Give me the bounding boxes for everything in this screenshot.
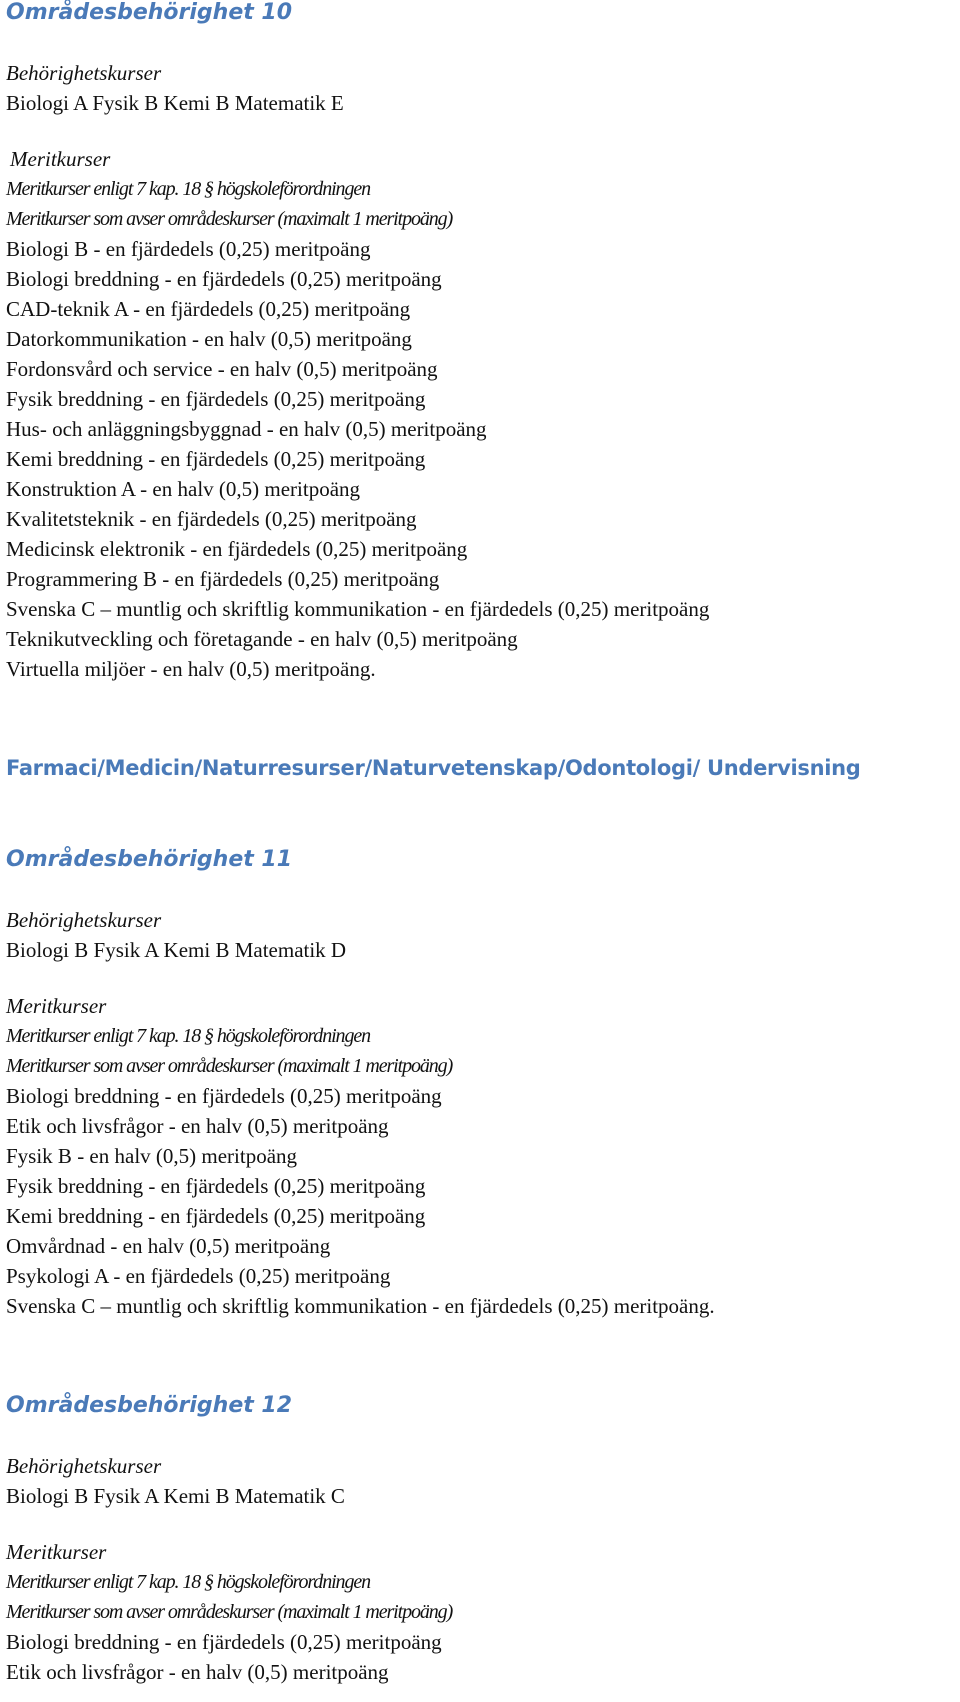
list-item: Datorkommunikation - en halv (0,5) meritpoäng: [6, 327, 412, 351]
merit-title: Meritkurser: [6, 1540, 107, 1564]
list-item: Svenska C – muntlig och skriftlig kommunikation - en fjärdedels (0,25) meritpoäng: [6, 597, 710, 621]
list-item: Biologi B - en fjärdedels (0,25) meritpoäng: [6, 237, 371, 261]
merit-list: [6, 1627, 956, 1687]
list-item: Omvårdnad - en halv (0,5) meritpoäng: [6, 1234, 331, 1258]
list-item: Svenska C – muntlig och skriftlig kommunikation - en fjärdedels (0,25) meritpoäng.: [6, 1294, 715, 1318]
list-item: Kemi breddning - en fjärdedels (0,25) meritpoäng: [6, 447, 426, 471]
list-item: Teknikutveckling och företagande - en halv (0,5) meritpoäng: [6, 627, 518, 651]
section-heading: Områdesbehörighet 10: [6, 0, 293, 25]
list-item: Fysik B - en halv (0,5) meritpoäng: [6, 1144, 298, 1168]
merit-title: Meritkurser: [6, 994, 107, 1018]
merit-area: Meritkurser som avser områdeskurser (maximalt 1 meritpoäng): [6, 1055, 453, 1077]
merit-list: [6, 234, 956, 684]
merit-rule: Meritkurser enligt 7 kap. 18 § högskoleförordningen: [6, 1025, 371, 1047]
requirements-courses: Biologi B Fysik A Kemi B Matematik C: [6, 1484, 345, 1508]
merit-rule: Meritkurser enligt 7 kap. 18 § högskoleförordningen: [6, 1571, 371, 1593]
section-heading: Områdesbehörighet 11: [6, 847, 293, 872]
section-omradesbehorighet-11: [6, 847, 956, 1321]
requirements-title: Behörighetskurser: [6, 61, 162, 85]
list-item: Fysik breddning - en fjärdedels (0,25) meritpoäng: [6, 387, 426, 411]
merit-area: Meritkurser som avser områdeskurser (maximalt 1 meritpoäng): [6, 208, 453, 230]
list-item: Virtuella miljöer - en halv (0,5) meritpoäng.: [6, 657, 376, 681]
section-omradesbehorighet-10: [6, 0, 956, 684]
merit-list: [6, 1081, 956, 1321]
requirements-courses: Biologi A Fysik B Kemi B Matematik E: [6, 91, 344, 115]
list-item: Biologi breddning - en fjärdedels (0,25) meritpoäng: [6, 1084, 442, 1108]
list-item: Kvalitetsteknik - en fjärdedels (0,25) meritpoäng: [6, 507, 417, 531]
requirements-title: Behörighetskurser: [6, 1454, 162, 1478]
list-item: Hus- och anläggningsbyggnad - en halv (0,5) meritpoäng: [6, 417, 487, 441]
category-section: [6, 755, 956, 781]
merit-area: Meritkurser som avser områdeskurser (maximalt 1 meritpoäng): [6, 1601, 453, 1623]
list-item: Etik och livsfrågor - en halv (0,5) meritpoäng: [6, 1114, 389, 1138]
list-item: Psykologi A - en fjärdedels (0,25) meritpoäng: [6, 1264, 391, 1288]
list-item: CAD-teknik A - en fjärdedels (0,25) meritpoäng: [6, 297, 411, 321]
list-item: Fysik breddning - en fjärdedels (0,25) meritpoäng: [6, 1174, 426, 1198]
merit-rule: Meritkurser enligt 7 kap. 18 § högskoleförordningen: [6, 178, 371, 200]
list-item: Fordonsvård och service - en halv (0,5) meritpoäng: [6, 357, 438, 381]
merit-title: Meritkurser: [10, 147, 111, 171]
list-item: Biologi breddning - en fjärdedels (0,25) meritpoäng: [6, 267, 442, 291]
list-item: Programmering B - en fjärdedels (0,25) meritpoäng: [6, 567, 440, 591]
section-heading: Områdesbehörighet 12: [6, 1393, 293, 1418]
requirements-title: Behörighetskurser: [6, 908, 162, 932]
list-item: Biologi breddning - en fjärdedels (0,25) meritpoäng: [6, 1630, 442, 1654]
category-heading: Farmaci/Medicin/Naturresurser/Naturvetenskap/Odontologi/ Undervisning: [6, 756, 861, 780]
list-item: Konstruktion A - en halv (0,5) meritpoäng: [6, 477, 361, 501]
list-item: Kemi breddning - en fjärdedels (0,25) meritpoäng: [6, 1204, 426, 1228]
requirements-courses: Biologi B Fysik A Kemi B Matematik D: [6, 938, 347, 962]
list-item: Etik och livsfrågor - en halv (0,5) meritpoäng: [6, 1660, 389, 1684]
section-omradesbehorighet-12: [6, 1393, 956, 1687]
list-item: Medicinsk elektronik - en fjärdedels (0,25) meritpoäng: [6, 537, 468, 561]
